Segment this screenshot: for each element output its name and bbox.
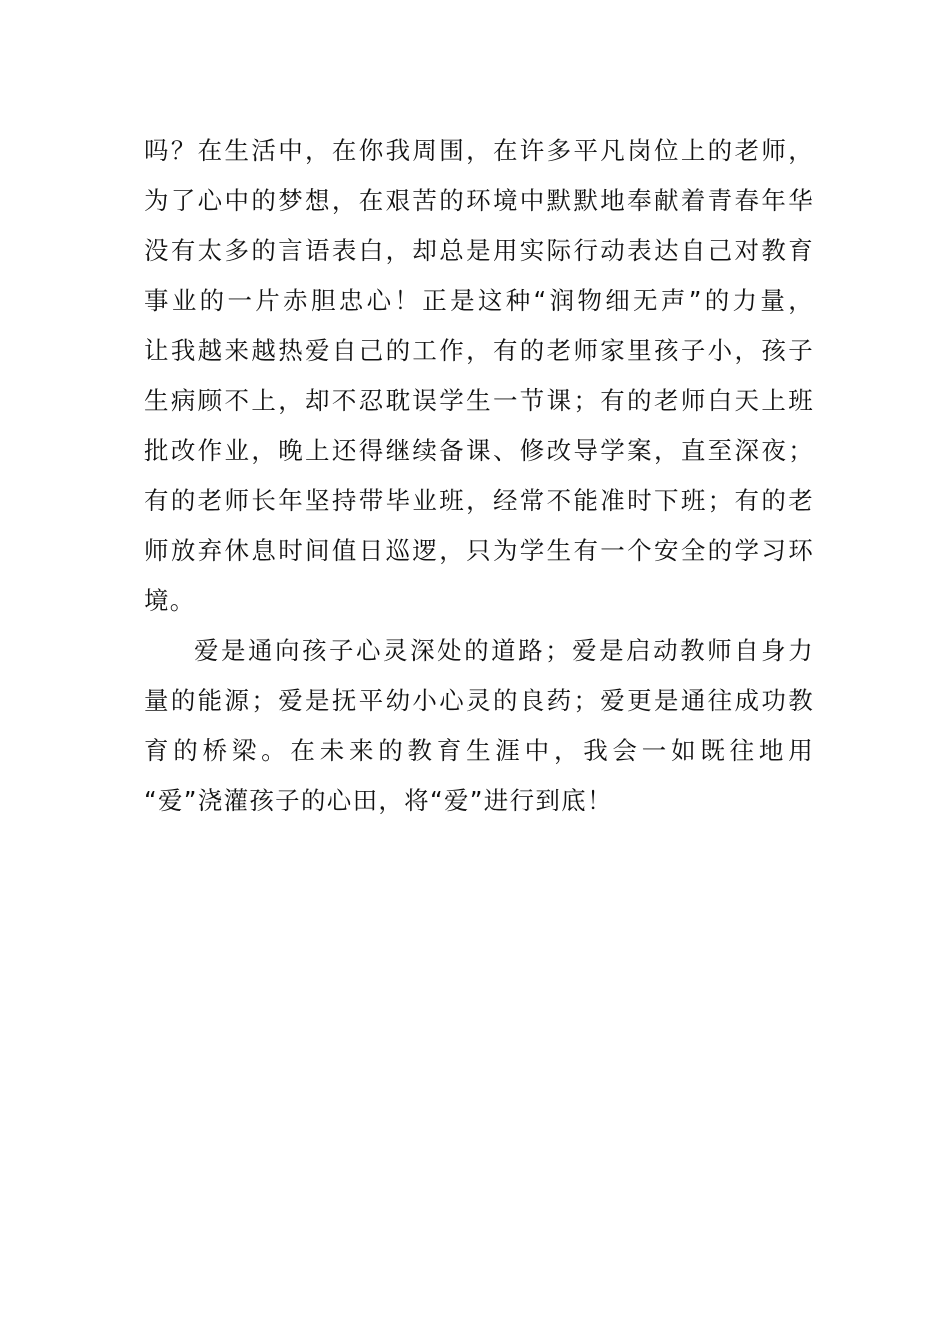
text-line: 师放弃休息时间值日巡逻，只为学生有一个安全的学习环 — [144, 536, 814, 565]
text-line: 爱是通向孩子心灵深处的道路；爱是启动教师自身力 — [194, 636, 814, 665]
paragraph-1 — [144, 126, 814, 626]
body-text — [144, 126, 814, 826]
text-line: 量的能源；爱是抚平幼小心灵的良药；爱更是通往成功教 — [144, 686, 814, 715]
text-line: 吗？在生活中，在你我周围，在许多平凡岗位上的老师， — [144, 136, 814, 165]
text-line: 为了心中的梦想，在艰苦的环境中默默地奉献着青春年华 — [144, 186, 814, 215]
paragraph-2 — [144, 626, 814, 826]
text-line: 没有太多的言语表白，却总是用实际行动表达自己对教育 — [144, 236, 814, 265]
text-line: 有的老师长年坚持带毕业班，经常不能准时下班；有的老 — [144, 486, 814, 515]
text-line: 事业的一片赤胆忠心！正是这种“润物细无声”的力量， — [144, 286, 814, 315]
text-line: 育的桥梁。在未来的教育生涯中，我会一如既往地用 — [144, 736, 814, 765]
text-line: “爱”浇灌孩子的心田，将“爱”进行到底！ — [144, 786, 613, 815]
text-line: 批改作业，晚上还得继续备课、修改导学案，直至深夜； — [144, 436, 814, 465]
text-line: 让我越来越热爱自己的工作，有的老师家里孩子小，孩子 — [144, 336, 814, 365]
text-line: 境。 — [144, 586, 196, 615]
text-line: 生病顾不上，却不忍耽误学生一节课；有的老师白天上班 — [144, 386, 814, 415]
